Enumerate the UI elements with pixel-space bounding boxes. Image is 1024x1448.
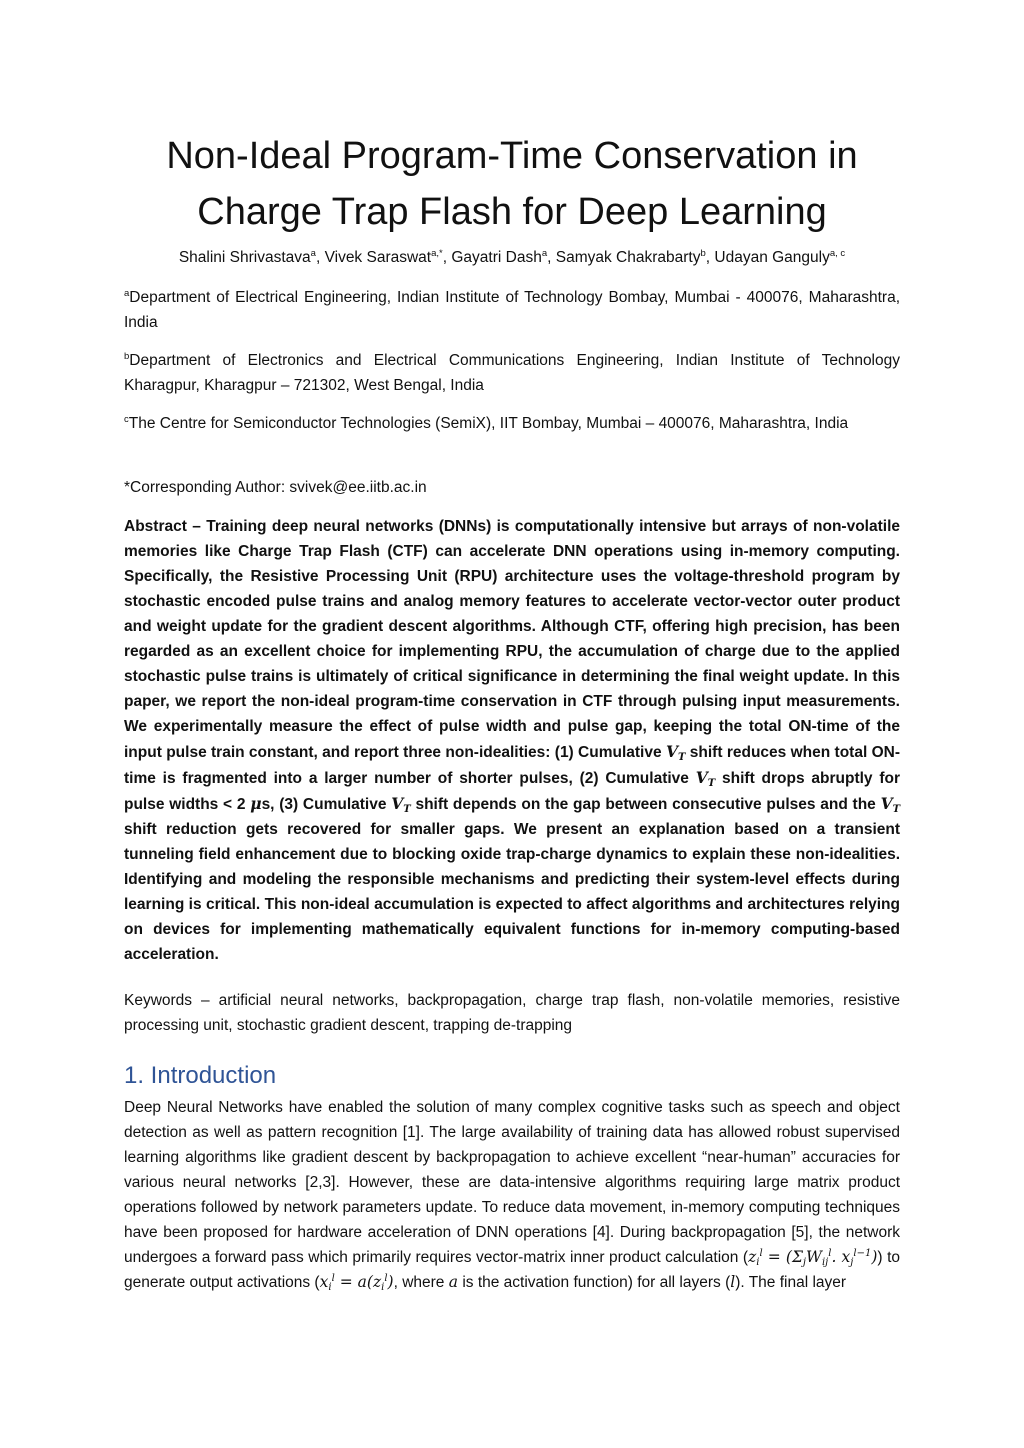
paper-title <box>124 128 900 240</box>
corresponding-author: *Corresponding Author: svivek@ee.iitb.ac.in <box>124 479 427 496</box>
vt-symbol: $V_T$ <box>695 768 716 789</box>
author-sup: a, c <box>829 248 846 259</box>
author-name: Shalini Shrivastava <box>178 249 311 266</box>
author-sup: b <box>700 248 706 259</box>
abstract-text-4: s, (3) Cumulative <box>261 796 387 813</box>
author-list: Shalini Shrivastava$^a$, Vivek Saraswat$^{a,*}$, Gayatri Dash$^a$, Samyak Chakrabarty$^b$, Udayan Ganguly$^{a, c}$ <box>178 248 846 266</box>
intro-text-4: is the activation function) for all layers ( <box>462 1274 731 1291</box>
author-sup: a <box>310 248 316 259</box>
author-sup: a <box>541 248 548 259</box>
affiliation-text: Department of Electrical Engineering, Indian Institute of Technology Bombay, Mumbai - 400076, Maharashtra, India <box>124 289 900 331</box>
mu-symbol: μ <box>250 794 262 813</box>
affiliation-text: The Centre for Semiconductor Technologies (SemiX), IIT Bombay, Mumbai – 400076, Maharashtra, India <box>128 415 849 432</box>
abstract-text-3: shift drops abruptly for pulse widths < 2 <box>124 770 901 813</box>
introduction-paragraph <box>124 1095 900 1295</box>
affiliation-sup: b <box>124 351 130 362</box>
abstract-text-6: shift reduction gets recovered for smaller gaps. We present an explanation based on a transient tunneling field enhancement due to blocking oxide trap-charge dynamics to explain these non-idealities. Identifying and modeling the responsible mechanisms and predicting their system-level effects during learning is critical. This non-ideal accumulation is expected to affect algorithms and architectures relying on devices for implementing mathematically equivalent functions for in-memory computing-based acceleration. <box>124 821 900 963</box>
vt-symbol: $V_T$ <box>391 794 411 815</box>
author-name: Gayatri Dash <box>451 249 542 266</box>
vt-symbol: $V_T$ <box>880 794 901 815</box>
author-name: Vivek Saraswat <box>324 249 432 266</box>
title-line-1: Non-Ideal Program-Time Conservation in <box>166 135 858 177</box>
author-sup: a,* <box>431 248 443 259</box>
equation-activation: $x_i^l = a(z_i^l)$ <box>319 1273 394 1293</box>
author-name: Udayan Ganguly <box>714 249 830 266</box>
variable-l: l <box>730 1273 736 1291</box>
affiliation-sup: a <box>124 288 130 299</box>
abstract <box>124 514 900 967</box>
equation-inner-product: $z_i^l = (\Sigma_jW_{ij}^l$. $x_j^{l-1}$) <box>748 1248 878 1268</box>
affiliation-text: Department of Electronics and Electrical Communications Engineering, Indian Institute of Technology Kharagpur, Kharagpur – 721302, West Bengal, India <box>124 352 900 394</box>
vt-symbol: $V_T$ <box>665 742 686 763</box>
abstract-text-5: shift depends on the gap between consecutive pulses and the <box>415 796 876 813</box>
intro-text-1: Deep Neural Networks have enabled the solution of many complex cognitive tasks such as speech and object detection as well as pattern recognition [1]. The large availability of training data has allowed robust supervised learning algorithms like gradient descent by backpropagation to achieve excellent “near-human” accuracies for various neural networks [2,3]. However, these are data-intensive algorithms requiring large matrix product operations followed by network parameters update. To reduce data movement, in-memory computing techniques have been proposed for hardware acceleration of DNN operations [4]. During backpropagation [5], the network undergoes a forward pass which primarily requires vector-matrix inner product calculation ( <box>124 1099 900 1266</box>
affiliation-a <box>124 285 900 335</box>
affiliation-c <box>124 411 900 436</box>
abstract-text-1: Abstract – Training deep neural networks (DNNs) is computationally intensive but arrays of non-volatile memories like Charge Trap Flash (CTF) can accelerate DNN operations using in-memory computing. Specifically, the Resistive Processing Unit (RPU) architecture uses the voltage-threshold program by stochastic encoded pulse trains and analog memory features to accelerate vector-vector outer product and weight update for the gradient descent algorithms. Although CTF, offering high precision, has been regarded as an excellent choice for implementing RPU, the accumulation of charge due to the applied stochastic pulse trains is ultimately of critical significance in determining the final weight update. In this paper, we report the non-ideal program-time conservation in CTF through pulsing input measurements. We experimentally measure the effect of pulse width and pulse gap, keeping the total ON-time of the input pulse train constant, and report three non-idealities: (1) Cumulative <box>124 518 900 761</box>
intro-text-5: ). The final layer <box>735 1274 847 1291</box>
section-heading-introduction: 1. Introduction <box>124 1062 277 1089</box>
intro-text-3: , where <box>393 1274 445 1291</box>
affiliation-b <box>124 348 900 398</box>
abstract-text-2: shift reduces when total ON-time is fragmented into a larger number of shorter pulses, (2) Cumulative <box>124 744 901 787</box>
intro-text-2: ) to generate output activations ( <box>124 1249 900 1291</box>
affiliation-sup: c <box>124 414 129 425</box>
title-line-2: Charge Trap Flash for Deep Learning <box>197 191 827 233</box>
author-name: Samyak Chakrabarty <box>555 249 701 266</box>
keywords: Keywords – artificial neural networks, backpropagation, charge trap flash, non-volatile memories, resistive processing unit, stochastic gradient descent, trapping de-trapping <box>124 992 900 1034</box>
variable-a: a <box>448 1273 458 1291</box>
